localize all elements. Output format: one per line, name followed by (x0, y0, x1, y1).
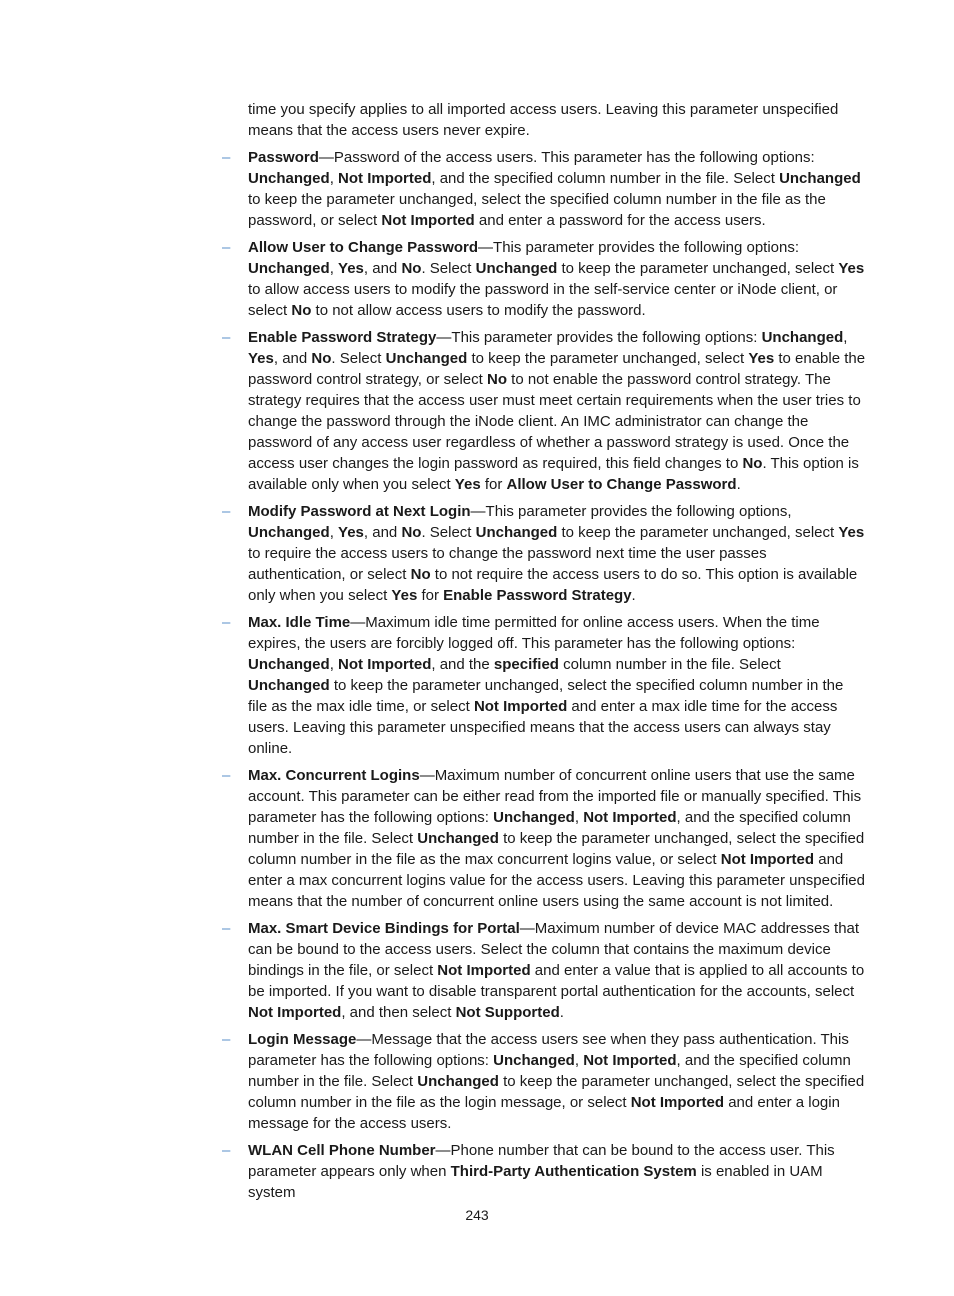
text-run: . Select (421, 524, 476, 541)
text-run: , (329, 260, 339, 277)
text-run: —Password of the access users. This parameter has the following options: (318, 149, 815, 166)
bold-term: No (401, 524, 422, 541)
bold-term: Unchanged (248, 677, 330, 694)
text-run: to keep the parameter unchanged, select (467, 350, 749, 367)
bold-term: No (311, 350, 332, 367)
text-run: . This option is available only when you select (248, 455, 859, 493)
text-run: , (574, 1052, 584, 1069)
bold-term: Unchanged (493, 809, 575, 826)
bold-term: Unchanged (475, 260, 558, 277)
text-run: column number in the file. Select (558, 656, 781, 673)
text-run: to keep the parameter unchanged, select the specified column number in the file as the login message, or select (248, 1073, 865, 1111)
text-run: , (329, 524, 339, 541)
dash-bullet-icon: – (222, 1031, 231, 1048)
bold-term: Yes (838, 524, 865, 541)
bold-term: Unchanged (248, 524, 330, 541)
bold-term: Max. Concurrent Logins (248, 767, 420, 784)
bold-term: Unchanged (248, 656, 330, 673)
parameter-item (222, 1140, 866, 1203)
text-run: , and the (431, 656, 494, 673)
text-run: and enter a value that is applied to all accounts to be imported. If you want to disable transparent portal authentication for the accounts, select (248, 962, 865, 1000)
document-body (222, 99, 866, 1209)
text-run: —Maximum number of device MAC addresses that can be bound to the access users. Select the column that contains the maximum device bindings in the file, or select (248, 920, 860, 979)
text-run: to keep the parameter unchanged, select the specified column number in the file as the password, or select (248, 191, 826, 229)
bold-term: Allow User to Change Password (248, 239, 479, 256)
bold-term: Not Imported (473, 698, 568, 715)
bold-term: No (401, 260, 422, 277)
bold-term: Not Imported (583, 809, 677, 826)
text-run: to keep the parameter unchanged, select the specified column number in the file as the max concurrent logins value, or select (248, 830, 865, 868)
dash-bullet-icon: – (222, 920, 231, 937)
bold-term: WLAN Cell Phone Number (248, 1142, 436, 1159)
parameter-item (222, 237, 866, 321)
intro-paragraph (248, 99, 866, 141)
bold-term: Enable Password Strategy (443, 587, 632, 604)
page-number: 243 (465, 1207, 489, 1223)
text-run: and enter a password for the access users. (474, 212, 766, 229)
bold-term: Yes (338, 260, 364, 277)
text-run: , (574, 809, 584, 826)
bold-term: Not Imported (381, 212, 475, 229)
text-run: to keep the parameter unchanged, select (557, 260, 839, 277)
bold-term: Unchanged (417, 1073, 499, 1090)
bold-term: Max. Idle Time (248, 614, 351, 631)
bold-term: Unchanged (248, 260, 330, 277)
bold-term: No (410, 566, 431, 583)
text-run: . Select (421, 260, 476, 277)
dash-bullet-icon: – (222, 149, 231, 166)
bold-term: Unchanged (248, 170, 330, 187)
text-run: —Maximum idle time permitted for online access users. When the time expires, the users are forcibly logged off. This parameter has the following options: (248, 614, 820, 652)
text-run: for (480, 476, 507, 493)
text-run: , and the specified column number in the file. Select (431, 170, 780, 187)
bold-term: Modify Password at Next Login (248, 503, 471, 520)
parameter-item (222, 327, 866, 495)
bold-term: Unchanged (385, 350, 468, 367)
bold-term: Password (248, 149, 319, 166)
bold-term: No (291, 302, 312, 319)
dash-bullet-icon: – (222, 1142, 231, 1159)
bold-term: Third-Party Authentication System (450, 1163, 697, 1180)
bold-term: Not Imported (338, 170, 432, 187)
text-run: —This parameter provides the following options, (470, 503, 792, 520)
bold-term: Not Imported (437, 962, 531, 979)
parameter-item (222, 1029, 866, 1134)
text-run: —Message that the access users see when they pass authentication. This parameter has the following options: (248, 1031, 849, 1069)
text-run: . (631, 587, 636, 604)
bold-term: Allow User to Change Password (506, 476, 737, 493)
text-run: . (736, 476, 741, 493)
bold-term: Not Imported (630, 1094, 725, 1111)
text-run: . (559, 1004, 564, 1021)
bold-term: Unchanged (761, 329, 844, 346)
text-run: , and (363, 524, 402, 541)
bold-term: Login Message (248, 1031, 357, 1048)
bold-term: specified (493, 656, 559, 673)
text-run: to not allow access users to modify the password. (311, 302, 646, 319)
bold-term: Enable Password Strategy (248, 329, 437, 346)
bold-term: Yes (748, 350, 775, 367)
dash-bullet-icon: – (222, 614, 231, 631)
parameter-item (222, 612, 866, 759)
bold-term: Not Imported (248, 1004, 342, 1021)
text-run: —Phone number that can be bound to the access user. This parameter appears only when (248, 1142, 835, 1180)
bold-term: Yes (838, 260, 865, 277)
bold-term: Not Supported (455, 1004, 560, 1021)
text-run: , (329, 170, 339, 187)
text-run: , and the specified column number in the file. Select (248, 1052, 851, 1090)
text-run: and enter a max concurrent logins value for the access users. Leaving this parameter unspecified means that the number of concurrent online users using the same account is not limited. (248, 851, 865, 910)
text-run: and enter a max idle time for the access users. Leaving this parameter unspecified means that the access users can always stay online. (248, 698, 838, 757)
bold-term: No (742, 455, 763, 472)
text-run: —This parameter provides the following options: (478, 239, 800, 256)
text-run: to allow access users to modify the password in the self-service center or iNode client, or select (248, 281, 838, 319)
text-run: , (843, 329, 848, 346)
text-run: —Maximum number of concurrent online users that use the same account. This parameter can be either read from the imported file or manually specified. This parameter has the following options: (248, 767, 862, 826)
text-run: , and then select (341, 1004, 456, 1021)
text-run: to require the access users to change the password next time the user passes authentication, or select (248, 545, 767, 583)
bold-term: No (487, 371, 507, 388)
text-run: . Select (331, 350, 386, 367)
text-run: , and (363, 260, 402, 277)
bold-term: Unchanged (493, 1052, 575, 1069)
bold-term: Not Imported (338, 656, 432, 673)
parameter-item (222, 147, 866, 231)
text-run: and enter a login message for the access users. (248, 1094, 840, 1132)
parameter-item (222, 918, 866, 1023)
text-run: to keep the parameter unchanged, select (557, 524, 839, 541)
parameter-list (222, 147, 866, 1203)
text-run: for (417, 587, 444, 604)
text-run: is enabled in UAM system (248, 1163, 823, 1201)
text-run: to keep the parameter unchanged, select the specified column number in the file as the max idle time, or select (248, 677, 844, 715)
bold-term: Not Imported (720, 851, 815, 868)
bold-term: Yes (338, 524, 364, 541)
dash-bullet-icon: – (222, 503, 231, 520)
bold-term: Unchanged (475, 524, 558, 541)
text-run: , (329, 656, 339, 673)
bold-term: Max. Smart Device Bindings for Portal (248, 920, 520, 937)
bold-term: Yes (391, 587, 418, 604)
text-run: to enable the password control strategy, or select (248, 350, 866, 388)
dash-bullet-icon: – (222, 767, 231, 784)
text-run: —This parameter provides the following options: (436, 329, 762, 346)
parameter-item (222, 765, 866, 912)
text-run: time you specify applies to all imported access users. Leaving this parameter unspecified means that the access users never expire. (248, 101, 839, 139)
text-run: to not enable the password control strategy. The strategy requires that the access user must meet certain requirements when the user tries to change the password through the iNode client. An IMC administrator can change the password of any access user regardless of whether a password strategy is used. Once the access user changes the login password as required, this field changes to (248, 371, 861, 472)
bold-term: Unchanged (779, 170, 861, 187)
dash-bullet-icon: – (222, 329, 231, 346)
bold-term: Unchanged (417, 830, 499, 847)
parameter-item (222, 501, 866, 606)
bold-term: Not Imported (583, 1052, 677, 1069)
text-run: , and the specified column number in the file. Select (248, 809, 851, 847)
bold-term: Yes (248, 350, 274, 367)
bold-term: Yes (454, 476, 481, 493)
text-run: , and (273, 350, 312, 367)
text-run: to not require the access users to do so. This option is available only when you select (248, 566, 858, 604)
dash-bullet-icon: – (222, 239, 231, 256)
